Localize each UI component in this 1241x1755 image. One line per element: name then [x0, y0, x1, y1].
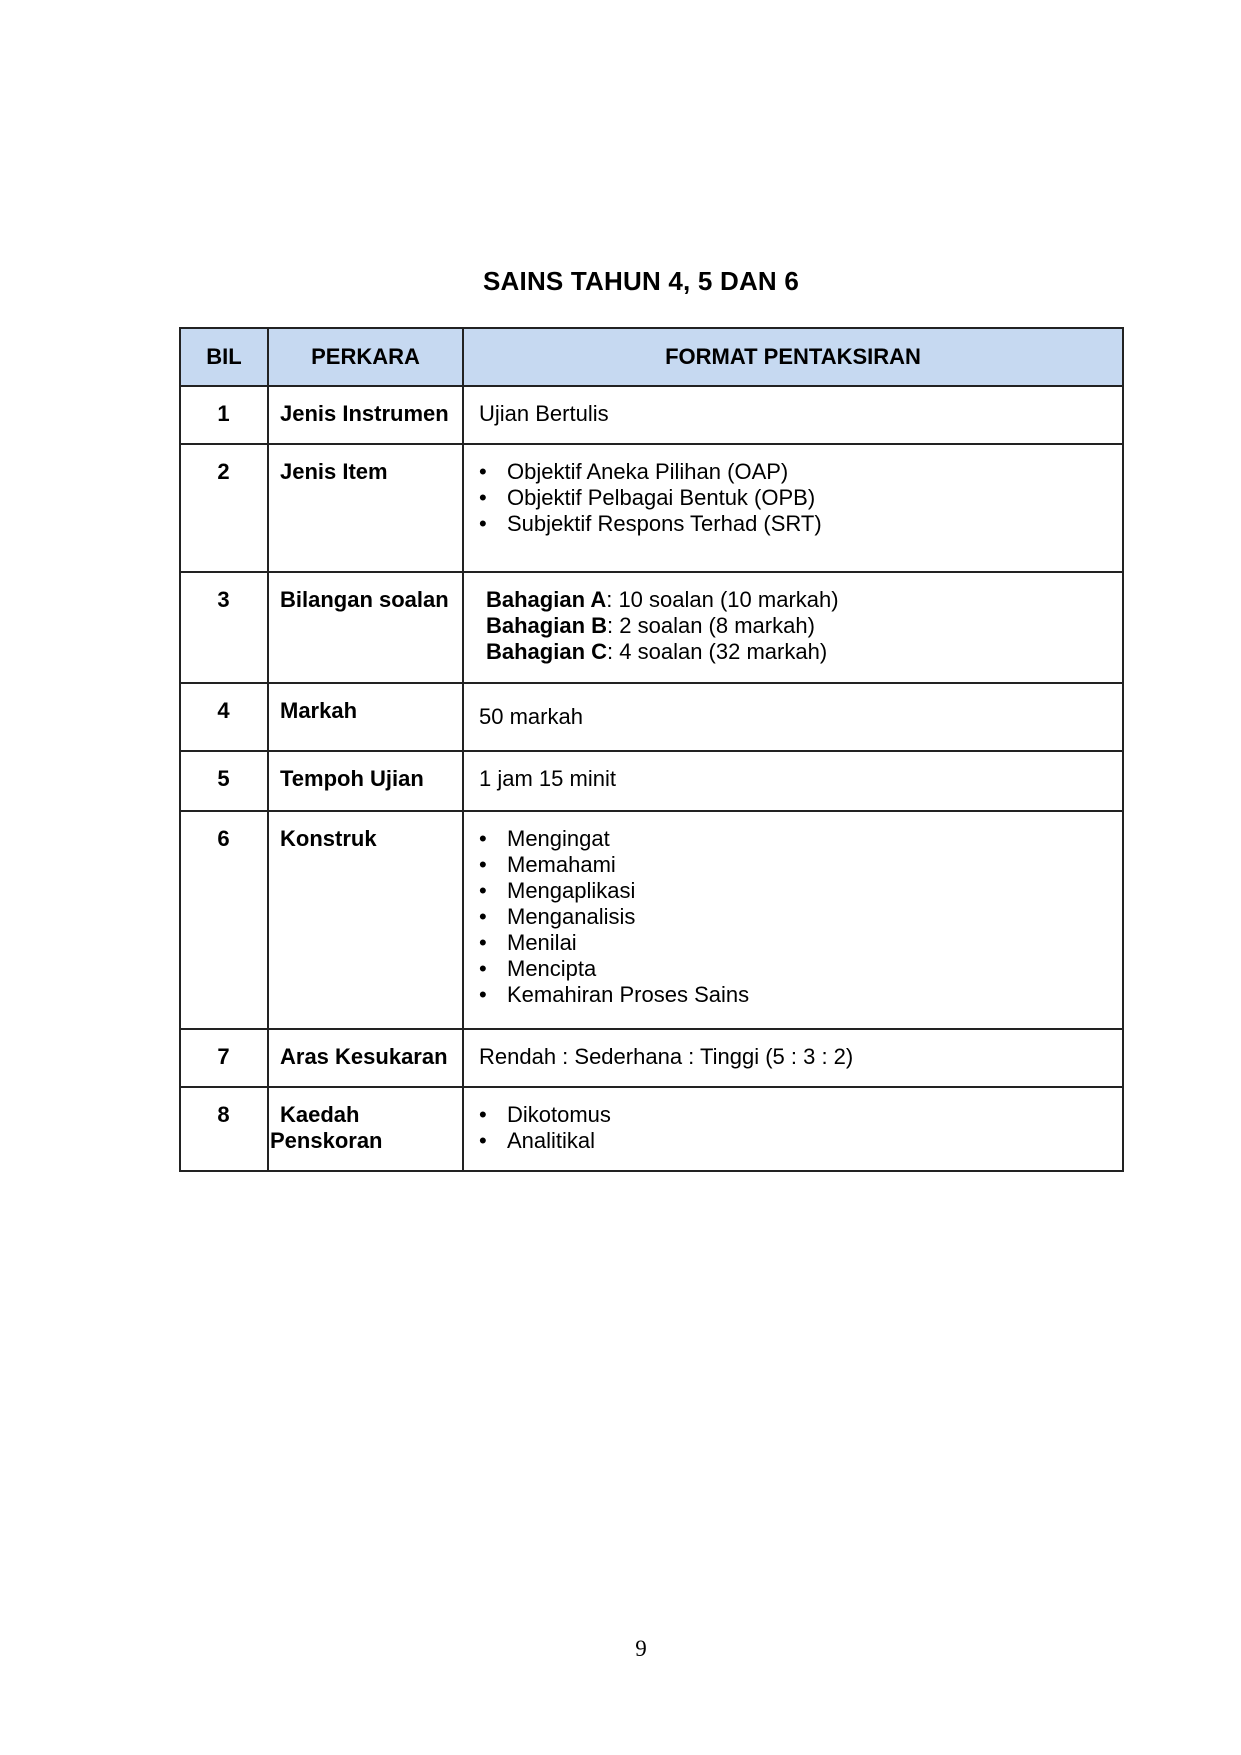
section-line	[479, 639, 1122, 665]
list-item: • Analitikal	[479, 1128, 1122, 1154]
row-format	[463, 444, 1123, 572]
assessment-format-table	[179, 327, 1124, 1172]
row-perkara	[268, 1087, 463, 1171]
list-item: • Objektif Aneka Pilihan (OAP)	[479, 459, 1122, 485]
perkara-line: Kaedah	[280, 1102, 360, 1127]
section-value: : 4 soalan (32 markah)	[607, 639, 828, 664]
row-format	[463, 572, 1123, 683]
table-row	[180, 1087, 1123, 1171]
construct-list	[479, 826, 1122, 1008]
section-label: Bahagian A	[486, 587, 607, 612]
perkara-line: Penskoran	[270, 1128, 383, 1153]
item-types-list	[479, 459, 1122, 537]
section-label: Bahagian C	[486, 639, 608, 664]
table-row	[180, 683, 1123, 751]
section-value: : 10 soalan (10 markah)	[606, 587, 839, 612]
table-row	[180, 1029, 1123, 1087]
row-format: Ujian Bertulis	[463, 386, 1123, 444]
row-number: 3	[180, 572, 268, 683]
table-row	[180, 572, 1123, 683]
list-item: • Subjektif Respons Terhad (SRT)	[479, 511, 1122, 537]
row-number: 4	[180, 683, 268, 751]
page-number: 9	[635, 1636, 647, 1661]
table-row	[180, 751, 1123, 811]
row-number: 2	[180, 444, 268, 572]
table-row	[180, 811, 1123, 1029]
row-number: 1	[180, 386, 268, 444]
row-format	[463, 811, 1123, 1029]
list-item: • Mengingat	[479, 826, 1122, 852]
row-perkara: Bilangan soalan	[268, 572, 463, 683]
list-item: • Menilai	[479, 930, 1122, 956]
list-item: • Mengaplikasi	[479, 878, 1122, 904]
header-bil: BIL	[180, 328, 268, 386]
row-number: 5	[180, 751, 268, 811]
row-number: 6	[180, 811, 268, 1029]
row-format: 1 jam 15 minit	[463, 751, 1123, 811]
section-line	[479, 587, 1122, 613]
row-number: 8	[180, 1087, 268, 1171]
list-item: • Dikotomus	[479, 1102, 1122, 1128]
list-item: • Mencipta	[479, 956, 1122, 982]
row-perkara: Aras Kesukaran	[268, 1029, 463, 1087]
table-row	[180, 444, 1123, 572]
table-row	[180, 386, 1123, 444]
section-label: Bahagian B	[486, 613, 608, 638]
section-line	[479, 613, 1122, 639]
row-perkara: Konstruk	[268, 811, 463, 1029]
row-format	[463, 1087, 1123, 1171]
row-perkara: Markah	[268, 683, 463, 751]
list-item: • Kemahiran Proses Sains	[479, 982, 1122, 1008]
scoring-list	[479, 1102, 1122, 1154]
row-perkara: Tempoh Ujian	[268, 751, 463, 811]
list-item: • Memahami	[479, 852, 1122, 878]
header-perkara: PERKARA	[268, 328, 463, 386]
list-item: • Menganalisis	[479, 904, 1122, 930]
row-format: Rendah : Sederhana : Tinggi (5 : 3 : 2)	[463, 1029, 1123, 1087]
header-format: FORMAT PENTAKSIRAN	[463, 328, 1123, 386]
table-header-row	[180, 328, 1123, 386]
row-perkara: Jenis Instrumen	[268, 386, 463, 444]
row-format: 50 markah	[463, 683, 1123, 751]
page-title: SAINS TAHUN 4, 5 DAN 6	[483, 266, 799, 296]
row-number: 7	[180, 1029, 268, 1087]
row-perkara: Jenis Item	[268, 444, 463, 572]
list-item: • Objektif Pelbagai Bentuk (OPB)	[479, 485, 1122, 511]
section-value: : 2 soalan (8 markah)	[607, 613, 815, 638]
